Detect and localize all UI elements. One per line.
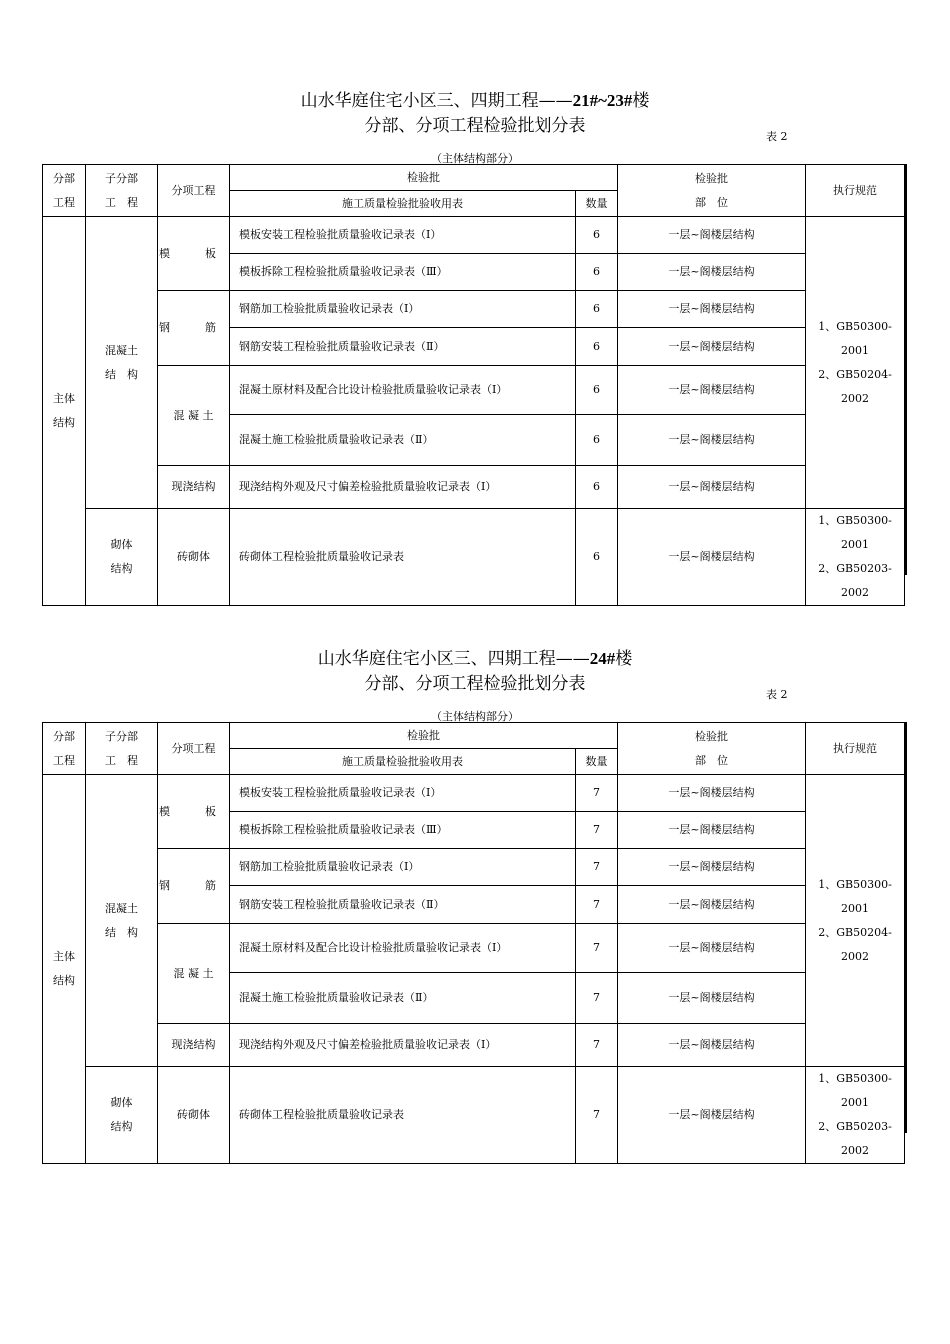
standard-masonry: 1、GB50300-2001 2、GB50203-2002	[806, 509, 905, 606]
row-location: 一层~阁楼层结构	[618, 466, 806, 509]
row-form: 模板安装工程检验批质量验收记录表（Ⅰ）	[230, 217, 576, 254]
table-number: 表 2	[766, 688, 788, 701]
division-cell: 主体 结构	[43, 217, 86, 606]
row-location: 一层~阁楼层结构	[618, 328, 806, 366]
row-location: 一层~阁楼层结构	[618, 812, 806, 849]
table-row	[43, 217, 905, 254]
row-form: 混凝土原材料及配合比设计检验批质量验收记录表（Ⅰ）	[230, 366, 576, 415]
header-qty: 数量	[576, 191, 618, 217]
header-item: 分项工程	[158, 165, 230, 217]
row-qty: 7	[576, 849, 618, 886]
item-concrete: 混 凝 土	[158, 366, 230, 466]
row-location: 一层~阁楼层结构	[618, 973, 806, 1024]
row-form: 砖砌体工程检验批质量验收记录表	[230, 1067, 576, 1164]
header-division: 分部 工程	[43, 165, 86, 217]
row-location: 一层~阁楼层结构	[618, 509, 806, 606]
table-row	[43, 1067, 905, 1164]
subdivision-concrete: 混凝土 结 构	[86, 217, 158, 509]
inspection-table	[42, 722, 905, 1164]
table-row	[43, 466, 905, 509]
row-form: 钢筋安装工程检验批质量验收记录表（Ⅱ）	[230, 328, 576, 366]
item-rebar: 钢 筋	[158, 849, 230, 924]
header-division: 分部 工程	[43, 723, 86, 775]
row-qty: 7	[576, 1024, 618, 1067]
header-standard: 执行规范	[806, 165, 905, 217]
row-location: 一层~阁楼层结构	[618, 415, 806, 466]
row-form: 混凝土施工检验批质量验收记录表（Ⅱ）	[230, 973, 576, 1024]
table-row	[43, 366, 905, 415]
table-right-border	[905, 164, 907, 575]
row-location: 一层~阁楼层结构	[618, 217, 806, 254]
row-qty: 7	[576, 775, 618, 812]
row-qty: 7	[576, 886, 618, 924]
table-subtitle: （主体结构部分）	[431, 152, 519, 165]
header-location: 检验批 部 位	[618, 723, 806, 775]
row-qty: 6	[576, 509, 618, 606]
row-location: 一层~阁楼层结构	[618, 849, 806, 886]
header-location: 检验批 部 位	[618, 165, 806, 217]
row-qty: 6	[576, 217, 618, 254]
inspection-table	[42, 164, 905, 606]
row-form: 模板拆除工程检验批质量验收记录表（Ⅲ）	[230, 254, 576, 291]
row-form: 模板拆除工程检验批质量验收记录表（Ⅲ）	[230, 812, 576, 849]
header-form: 施工质量检验批验收用表	[230, 191, 576, 217]
header-subdivision: 子分部 工 程	[86, 723, 158, 775]
row-qty: 6	[576, 328, 618, 366]
standard-concrete: 1、GB50300-2001 2、GB50204-2002	[806, 775, 905, 1067]
row-form: 现浇结构外观及尺寸偏差检验批质量验收记录表（Ⅰ）	[230, 466, 576, 509]
subdivision-masonry: 砌体 结构	[86, 509, 158, 606]
row-location: 一层~阁楼层结构	[618, 775, 806, 812]
row-qty: 6	[576, 466, 618, 509]
item-rebar: 钢 筋	[158, 291, 230, 366]
item-cast: 现浇结构	[158, 466, 230, 509]
row-location: 一层~阁楼层结构	[618, 254, 806, 291]
subdivision-masonry: 砌体 结构	[86, 1067, 158, 1164]
row-form: 钢筋加工检验批质量验收记录表（Ⅰ）	[230, 849, 576, 886]
row-location: 一层~阁楼层结构	[618, 1067, 806, 1164]
header-batch: 检验批	[230, 723, 618, 749]
item-formwork: 模 板	[158, 217, 230, 291]
header-batch: 检验批	[230, 165, 618, 191]
header-qty: 数量	[576, 749, 618, 775]
row-qty: 6	[576, 415, 618, 466]
title-suffix: 楼	[632, 91, 650, 111]
table-row	[43, 291, 905, 328]
table-title-line2: 分部、分项工程检验批划分表	[364, 674, 586, 694]
title-prefix: 山水华庭住宅小区三、四期工程——	[317, 649, 590, 669]
row-qty: 7	[576, 924, 618, 973]
standard-masonry: 1、GB50300-2001 2、GB50203-2002	[806, 1067, 905, 1164]
title-building: 24#	[589, 649, 616, 668]
table-title-line2: 分部、分项工程检验批划分表	[364, 116, 586, 136]
table-subtitle: （主体结构部分）	[431, 710, 519, 723]
row-qty: 6	[576, 291, 618, 328]
title-prefix: 山水华庭住宅小区三、四期工程——	[300, 91, 573, 111]
row-form: 现浇结构外观及尺寸偏差检验批质量验收记录表（Ⅰ）	[230, 1024, 576, 1067]
row-location: 一层~阁楼层结构	[618, 291, 806, 328]
item-cast: 现浇结构	[158, 1024, 230, 1067]
table-row	[43, 849, 905, 886]
table-row	[43, 924, 905, 973]
row-location: 一层~阁楼层结构	[618, 1024, 806, 1067]
row-form: 混凝土施工检验批质量验收记录表（Ⅱ）	[230, 415, 576, 466]
row-qty: 7	[576, 1067, 618, 1164]
row-qty: 6	[576, 366, 618, 415]
header-standard: 执行规范	[806, 723, 905, 775]
row-qty: 6	[576, 254, 618, 291]
table-number: 表 2	[766, 130, 788, 143]
row-form: 模板安装工程检验批质量验收记录表（Ⅰ）	[230, 775, 576, 812]
item-brick: 砖砌体	[158, 509, 230, 606]
title-suffix: 楼	[615, 649, 633, 669]
header-form: 施工质量检验批验收用表	[230, 749, 576, 775]
row-qty: 7	[576, 812, 618, 849]
table-row	[43, 775, 905, 812]
table-title-line1	[0, 648, 950, 670]
table-right-border	[905, 722, 907, 1133]
header-item: 分项工程	[158, 723, 230, 775]
table-row	[43, 509, 905, 606]
row-form: 混凝土原材料及配合比设计检验批质量验收记录表（Ⅰ）	[230, 924, 576, 973]
item-formwork: 模 板	[158, 775, 230, 849]
row-form: 砖砌体工程检验批质量验收记录表	[230, 509, 576, 606]
standard-concrete: 1、GB50300-2001 2、GB50204-2002	[806, 217, 905, 509]
row-form: 钢筋安装工程检验批质量验收记录表（Ⅱ）	[230, 886, 576, 924]
division-cell: 主体 结构	[43, 775, 86, 1164]
subdivision-concrete: 混凝土 结 构	[86, 775, 158, 1067]
title-building: 21#~23#	[572, 91, 633, 110]
row-location: 一层~阁楼层结构	[618, 886, 806, 924]
row-location: 一层~阁楼层结构	[618, 924, 806, 973]
item-concrete: 混 凝 土	[158, 924, 230, 1024]
item-brick: 砖砌体	[158, 1067, 230, 1164]
header-subdivision: 子分部 工 程	[86, 165, 158, 217]
row-qty: 7	[576, 973, 618, 1024]
row-form: 钢筋加工检验批质量验收记录表（Ⅰ）	[230, 291, 576, 328]
row-location: 一层~阁楼层结构	[618, 366, 806, 415]
table-title-line1	[0, 90, 950, 112]
table-row	[43, 1024, 905, 1067]
